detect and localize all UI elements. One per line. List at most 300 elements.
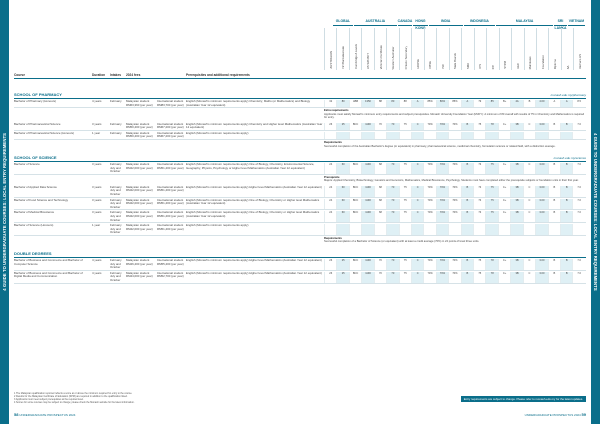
fee-international: International student RM67,200 (per year)	[157, 121, 184, 130]
qualification-column	[411, 28, 423, 70]
score-cell: 70%	[436, 186, 448, 197]
score-cell: B	[560, 259, 572, 270]
score-cell: BCC	[349, 211, 361, 222]
fee-local: Malaysian student RM46,400 (per year)	[126, 257, 153, 266]
qualification-column	[499, 28, 511, 70]
col-intakes: Intakes	[110, 73, 121, 77]
section-link[interactable]: monash.edu.my/pharmacy	[550, 93, 586, 97]
score-cell: 3.00	[535, 211, 547, 222]
qualification-label: HKDSE	[416, 59, 421, 69]
qualification-label: Vietnam HS	[578, 54, 583, 69]
course-fees	[126, 162, 186, 174]
score-cell: 70%	[448, 123, 460, 130]
qualification-label: State Boards	[453, 52, 458, 69]
score-cell: 25	[336, 123, 348, 130]
course-duration: 3 years	[92, 162, 102, 167]
score-cell: 80	[336, 100, 348, 107]
table-row	[14, 131, 586, 140]
score-cell: B	[548, 199, 560, 210]
score-cell: 70%	[448, 259, 460, 270]
qualification-column	[486, 28, 498, 70]
course-name: Bachelor of Science	[14, 162, 40, 167]
score-cell: 8.5	[572, 100, 584, 107]
score-cell: 75	[399, 199, 411, 210]
score-cell: C	[411, 163, 423, 174]
score-cell: B	[523, 100, 535, 107]
qualification-column	[461, 28, 473, 70]
score-cell: 70	[374, 272, 386, 283]
country-group: VIETNAM	[568, 18, 585, 26]
qualification-column	[511, 28, 523, 70]
table-row	[14, 122, 586, 131]
score-cell: 3B	[510, 186, 522, 197]
score-cell: C	[411, 211, 423, 222]
course-intakes: February July and October	[110, 184, 122, 197]
score-cell: 88	[374, 100, 386, 107]
score-cell: C+	[498, 211, 510, 222]
score-cell: 85%	[423, 100, 435, 107]
qualification-column	[361, 28, 373, 70]
qualification-label: Foundation	[540, 55, 545, 69]
qualification-column	[349, 28, 361, 70]
fee-international: International student RM51,400 (per year)	[157, 162, 184, 170]
qualification-label: SMA	[465, 62, 470, 69]
score-cell	[535, 132, 547, 139]
score-cell: 3.00	[535, 199, 547, 210]
score-cell	[461, 224, 473, 235]
entry-scores	[324, 122, 586, 130]
course-notes	[324, 108, 586, 122]
score-cell: 25	[336, 272, 348, 283]
score-cell: 80%	[436, 100, 448, 107]
table-row	[14, 185, 586, 198]
score-cell: 70	[386, 199, 398, 210]
score-cell	[436, 224, 448, 235]
footnote: 1 The Malaysian qualification reported reflects a score at or above the minimum required for entry to the course.	[14, 391, 133, 395]
course-name: Bachelor of Food Science and Technology	[14, 197, 69, 202]
score-cell: 3B	[510, 123, 522, 130]
notes-title: Requirements	[324, 236, 342, 240]
score-cell: 60	[336, 186, 348, 197]
entry-scores	[324, 210, 586, 222]
course-fees	[126, 210, 186, 222]
qualification-label: IPS	[478, 64, 483, 69]
score-cell: 3.00	[535, 123, 547, 130]
qualification-label: Int'l Baccalaureate	[341, 46, 346, 69]
course-prerequisites: English (Monash's minimum requirements apply) One of Biology, Chemistry, Environmental Science, Geography, Physics, Psychology or Higher level Mathematics (Australian Year 12 equivalent)	[186, 162, 315, 170]
score-cell: 75	[485, 186, 497, 197]
score-cell	[411, 224, 423, 235]
score-cell: 70	[374, 259, 386, 270]
score-cell: C	[411, 259, 423, 270]
section-title	[14, 92, 586, 99]
score-cell: B	[461, 272, 473, 283]
score-cell: 75	[485, 211, 497, 222]
score-cell: B+	[498, 100, 510, 107]
column-header-row	[14, 72, 586, 79]
score-cell	[498, 132, 510, 139]
score-cell: 3B	[510, 272, 522, 283]
score-cell	[423, 224, 435, 235]
notes-title: Prerequisite	[324, 175, 340, 179]
course-duration: 3 years	[92, 210, 102, 215]
score-cell: 7.0	[572, 163, 584, 174]
course-name: Bachelor of Pharmacy (Honours)	[14, 99, 57, 103]
score-cell: 60	[336, 211, 348, 222]
score-cell: 70%	[436, 163, 448, 174]
qualification-column	[436, 28, 448, 70]
score-cell: 4A	[510, 100, 522, 107]
qualification-label: A/L	[565, 64, 570, 69]
score-cell: 3B	[510, 199, 522, 210]
score-cell: 80	[386, 100, 398, 107]
entry-scores	[324, 223, 586, 235]
qualification-label: STPM	[503, 61, 508, 69]
score-cell	[399, 132, 411, 139]
score-cell: 68	[374, 211, 386, 222]
entry-scores	[324, 131, 586, 139]
qualification-column	[474, 28, 486, 70]
score-cell: 70%	[448, 163, 460, 174]
score-cell: C+	[498, 163, 510, 174]
score-cell: 70%	[448, 199, 460, 210]
score-cell	[374, 224, 386, 235]
course-duration: 3 years	[92, 197, 102, 202]
course-intakes: February July and October	[110, 210, 122, 222]
qualification-label: US SAT/ACT	[366, 52, 371, 69]
notes-title: Requirements	[324, 141, 342, 145]
qualification-column	[324, 28, 336, 70]
score-cell	[523, 224, 535, 235]
score-cell: 75	[399, 211, 411, 222]
fee-local: Malaysian student RM42,000 (per year)	[126, 210, 153, 218]
score-cell	[423, 132, 435, 139]
score-cell: 1190	[361, 163, 373, 174]
course-duration: 4 years	[92, 257, 102, 262]
entry-scores	[324, 185, 586, 197]
section-link[interactable]: monash.edu.my/science	[553, 156, 586, 161]
score-cell: B	[548, 272, 560, 283]
score-cell: C	[411, 199, 423, 210]
col-duration: Duration	[92, 73, 106, 77]
score-cell: B	[548, 259, 560, 270]
qualification-label: Western Australian	[391, 45, 396, 69]
score-cell: 1190	[361, 272, 373, 283]
score-cell: 3B	[510, 163, 522, 174]
qualification-column	[561, 28, 573, 70]
qualification-column	[524, 28, 536, 70]
score-cell	[572, 224, 584, 235]
score-cell: 70%	[423, 123, 435, 130]
course-intakes: February	[110, 130, 122, 135]
score-cell: 70%	[448, 272, 460, 283]
col-course: Course	[14, 73, 25, 77]
course-notes	[324, 175, 586, 185]
course-duration: 1 year	[92, 223, 101, 228]
score-cell: C+	[498, 259, 510, 270]
qualification-column	[573, 28, 585, 70]
score-cell: 7.0	[572, 272, 584, 283]
fee-local: Malaysian student RM44,000 (per year)	[126, 270, 153, 279]
fee-international: International student RM51,400 (per year)	[157, 210, 184, 218]
course-fees	[126, 223, 186, 235]
score-cell: C	[523, 272, 535, 283]
score-cell	[548, 132, 560, 139]
course-name: Bachelor of Business and Commerce and Bachelor of Computer Science	[14, 257, 83, 266]
score-cell: 70%	[423, 272, 435, 283]
score-cell: B	[548, 186, 560, 197]
score-cell: 1190	[361, 259, 373, 270]
course-prerequisites: English (Monash's minimum requirements apply) Higher level Mathematics (Australian Year 12 equivalent)	[186, 184, 322, 189]
score-cell: 1190	[361, 186, 373, 197]
score-cell: 70%	[436, 211, 448, 222]
score-cell: BCC	[349, 163, 361, 174]
course-intakes: February July and October	[110, 197, 122, 209]
country-group: CANADA	[398, 18, 413, 26]
score-cell	[560, 132, 572, 139]
qualification-label: UEC	[515, 63, 520, 69]
qualification-column	[449, 28, 461, 70]
score-cell: 70	[386, 211, 398, 222]
footnote: 3 Applicants must meet subject prerequisites at the required level.	[14, 397, 84, 401]
score-cell: 79	[473, 100, 485, 107]
course-prerequisites: English (Monash's minimum requirements apply) Higher level Mathematics (Australian Year 12 equivalent)	[186, 270, 322, 275]
qualification-label: Victorian Certificate	[378, 44, 383, 69]
score-cell: 75	[473, 272, 485, 283]
course-prerequisites: English (Monash's minimum requirements apply) One of Biology, Chemistry or Higher level Mathematics (Australian Year 12 equivalent)	[186, 197, 320, 206]
table-section	[14, 251, 586, 284]
score-cell: 78	[485, 123, 497, 130]
score-cell	[560, 224, 572, 235]
score-cell: 25	[336, 259, 348, 270]
country-groups	[333, 18, 586, 30]
notes-text: Successful completion of the Australian Bachelor's degree (or equivalent) in pharmacy, pharmaceutical science, medicinal chemistry, formulation science or related field, with a distinction average.	[324, 144, 556, 148]
course-name: Bachelor of Medical Bioscience	[14, 210, 55, 215]
score-cell	[386, 132, 398, 139]
fee-international: International student RM52,700 (per year)	[157, 270, 184, 279]
side-tab-right	[591, 0, 600, 424]
score-cell: 75	[473, 123, 485, 130]
score-cell: 26	[324, 123, 336, 130]
score-cell	[485, 224, 497, 235]
score-cell: 85	[485, 100, 497, 107]
score-cell	[349, 224, 361, 235]
score-cell: 73	[473, 186, 485, 197]
score-cell: 32	[324, 100, 336, 107]
entry-scores	[324, 271, 586, 283]
score-cell	[411, 132, 423, 139]
score-cell: 24	[324, 163, 336, 174]
table-row	[14, 210, 586, 223]
fee-local: Malaysian student RM42,000 (per year)	[126, 223, 153, 231]
notes-text: Successful completion of a Bachelor of Science (or equivalent) with at least a credit average (70%) in 24 points of level three units.	[324, 240, 480, 244]
score-cell: 24	[324, 199, 336, 210]
score-cell: C	[523, 199, 535, 210]
notes-title: Extra requirements	[324, 109, 349, 113]
qualification-column	[386, 28, 398, 70]
score-cell: B	[560, 123, 572, 130]
score-cell: 24	[324, 211, 336, 222]
score-cell: 68	[374, 199, 386, 210]
qualification-label: Ontario Secondary	[403, 45, 408, 69]
course-name: Bachelor of Business and Commerce and Bachelor of Digital Media and Communication	[14, 270, 83, 279]
score-cell: 3B	[510, 211, 522, 222]
course-duration: 4 years	[92, 99, 102, 103]
fee-international: International student RM51,400 (per year)	[157, 197, 184, 206]
fee-local: Malaysian student RM63,360 (per year)	[126, 99, 153, 107]
score-cell: BCC	[349, 123, 361, 130]
score-cell	[349, 132, 361, 139]
fee-local: Malaysian student RM42,000 (per year)	[126, 184, 153, 193]
page-footer	[14, 412, 586, 418]
course-intakes: February July and October	[110, 257, 122, 270]
country-group: SRI LANKA	[554, 19, 567, 30]
score-cell: 3.00	[535, 163, 547, 174]
course-fees	[126, 271, 186, 283]
score-cell: 1350	[361, 100, 373, 107]
score-cell: 70%	[448, 211, 460, 222]
qualification-column	[399, 28, 411, 70]
score-cell: 3.00	[535, 186, 547, 197]
score-cell: C	[411, 272, 423, 283]
score-cell: 73	[473, 163, 485, 174]
score-cell	[386, 224, 398, 235]
score-cell	[399, 224, 411, 235]
qualification-column	[536, 28, 548, 70]
score-cell: 75	[399, 272, 411, 283]
footnote: 4 Scores for some courses may be subject to change; please check the Monash website for the latest information.	[14, 400, 135, 404]
score-cell	[510, 224, 522, 235]
side-tab-label: 4 GUIDE TO UNDERGRADUATE COURSES: LOCAL ENTRY REQUIREMENTS	[2, 133, 7, 291]
score-cell	[485, 132, 497, 139]
score-cell: 1190	[361, 199, 373, 210]
score-cell: 85%	[448, 100, 460, 107]
score-cell: C+	[498, 186, 510, 197]
score-cell	[374, 132, 386, 139]
col-prereq: Prerequisites and additional requirements	[186, 73, 250, 77]
notes-text: Majors: Applied Chemistry, Biotechnology, Genetics and Genomics, Mathematics, Medical Bioscience, Psychology. Students must have completed either the prerequisite subjects or foundation units in their first year.	[324, 179, 579, 183]
course-notes	[324, 140, 586, 150]
course-fees	[126, 258, 186, 270]
section-title	[14, 155, 586, 162]
course-prerequisites: English (Monash's minimum requirements apply) Higher level Mathematics (Australian Year 12 equivalent)	[186, 257, 322, 262]
score-cell	[336, 224, 348, 235]
fee-international: International student RM51,400 (per year)	[157, 223, 184, 231]
course-intakes: February July and October	[110, 223, 122, 235]
table-body	[14, 92, 586, 289]
update-notice[interactable]: Entry requirements are subject to change. Please refer to monash.edu.my for the latest updates.	[461, 396, 586, 402]
course-intakes: February July and October	[110, 162, 122, 174]
course-intakes: February	[110, 99, 122, 103]
score-cell: 24	[324, 186, 336, 197]
score-cell: 68	[374, 163, 386, 174]
score-cell: B	[461, 199, 473, 210]
section-title	[14, 251, 586, 258]
fee-international: International student RM67,200 (per year)	[157, 130, 184, 139]
score-cell: 70%	[423, 163, 435, 174]
table-row	[14, 258, 586, 271]
qualification-label: IPA	[490, 64, 495, 69]
score-cell: A	[461, 100, 473, 107]
entry-scores	[324, 162, 586, 174]
qualification-label: ISC	[440, 64, 445, 69]
footer-title-left: UNDERGRADUATE PROSPECTUS 2024	[19, 413, 76, 417]
score-cell	[324, 224, 336, 235]
course-name: Bachelor of Science (Honours)	[14, 223, 54, 228]
section-name: DOUBLE DEGREES	[14, 250, 52, 256]
score-cell: B	[560, 211, 572, 222]
score-cell	[324, 132, 336, 139]
score-cell: C	[523, 186, 535, 197]
score-cell	[548, 224, 560, 235]
score-cell: 75	[399, 259, 411, 270]
score-cell	[448, 224, 460, 235]
entry-scores	[324, 258, 586, 270]
fee-international: International student RM51,400 (per year)	[157, 184, 184, 193]
score-cell: C	[523, 163, 535, 174]
country-group: MALAYSIA	[496, 18, 553, 26]
course-prerequisites: English (Monash's minimum requirements apply) One of Biology, Chemistry or Higher level Mathematics (Australian Year 12 equivalent)	[186, 210, 320, 218]
score-cell	[448, 132, 460, 139]
score-cell: 3.00	[535, 272, 547, 283]
course-fees	[126, 99, 186, 107]
score-cell: BCC	[349, 272, 361, 283]
country-group: GLOBAL	[333, 18, 353, 26]
country-group: HONG KONG	[413, 18, 427, 26]
score-cell: 68	[374, 186, 386, 197]
score-cell	[510, 132, 522, 139]
qualification-column	[424, 28, 436, 70]
score-cell: 70%	[436, 259, 448, 270]
score-cell	[473, 224, 485, 235]
score-cell: BCC	[349, 199, 361, 210]
score-cell: B	[560, 199, 572, 210]
qualification-column	[548, 28, 560, 70]
score-cell: B	[560, 186, 572, 197]
course-prerequisites: English (Monash's minimum requirements apply) Chemistry and Higher level Mathematics (Australian Year 12 equivalent)	[186, 121, 323, 130]
qualification-columns	[324, 28, 586, 70]
score-cell: C	[411, 186, 423, 197]
score-cell: 60	[336, 163, 348, 174]
course-duration: 3 years	[92, 121, 102, 126]
score-cell: C	[411, 123, 423, 130]
score-cell: 88	[399, 100, 411, 107]
fee-local: Malaysian student RM42,000 (per year)	[126, 197, 153, 206]
course-prerequisites: English (Monash's minimum requirements apply) Chemistry; Maths (or Mathematics) and Biology (Australian Year 12 equivalent)	[186, 99, 311, 107]
qualification-label: AUSTRALIAN	[328, 51, 333, 69]
score-cell: C	[523, 123, 535, 130]
score-cell: B	[461, 211, 473, 222]
score-cell: 75	[399, 186, 411, 197]
page-number-left: 58	[14, 412, 19, 417]
fee-international: International student RM55,400 (per year)	[157, 257, 184, 266]
score-cell: B	[548, 163, 560, 174]
score-cell: 26	[324, 259, 336, 270]
score-cell: BCC	[349, 259, 361, 270]
score-cell: 70%	[436, 199, 448, 210]
score-cell: 70%	[423, 199, 435, 210]
score-cell: ABB	[349, 100, 361, 107]
score-cell	[461, 132, 473, 139]
qualification-label: CBSE	[428, 61, 433, 69]
qualification-column	[336, 28, 348, 70]
score-cell: 70%	[436, 123, 448, 130]
qualification-label: Matrikulasi	[528, 55, 533, 69]
table-row	[14, 162, 586, 175]
country-group: INDIA	[429, 18, 463, 26]
score-cell	[361, 224, 373, 235]
footnote: 2 Results for the Malaysian Certificate of Education (SPM) are required in addition to the qualification listed.	[14, 394, 128, 398]
